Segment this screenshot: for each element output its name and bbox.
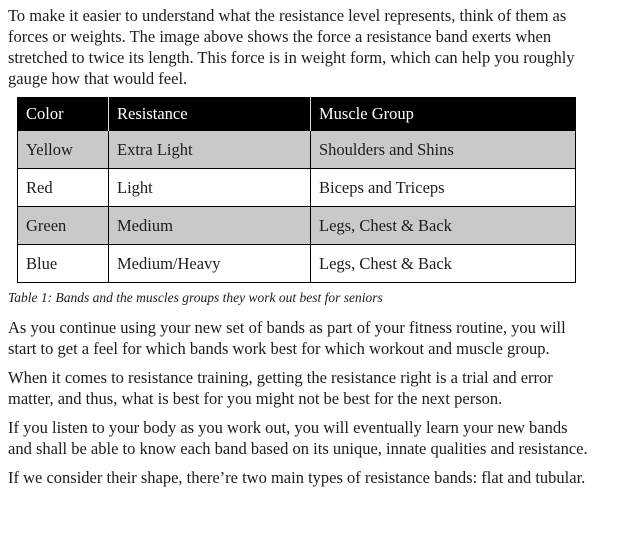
cell-muscle-group: Biceps and Triceps: [311, 169, 576, 207]
paragraph-fitness-routine: As you continue using your new set of bands as part of your fitness routine, you will start to get a feel for which bands work best for which workout and muscle group.: [8, 318, 566, 358]
cell-muscle-group: Legs, Chest & Back: [311, 245, 576, 283]
table-row-yellow: [18, 131, 576, 169]
table-header-row: [18, 98, 576, 131]
column-header-resistance: Resistance: [109, 98, 311, 131]
cell-resistance: Light: [109, 169, 311, 207]
table-caption: Table 1: Bands and the muscles groups they work out best for seniors: [8, 290, 383, 305]
resistance-bands-table: [17, 97, 576, 283]
cell-color: Blue: [18, 245, 109, 283]
cell-color: Yellow: [18, 131, 109, 169]
paragraph-band-shapes: If we consider their shape, there’re two main types of resistance bands: flat and tubular.: [8, 468, 586, 487]
table-row-blue: [18, 245, 576, 283]
column-header-muscle-group: Muscle Group: [311, 98, 576, 131]
cell-color: Green: [18, 207, 109, 245]
paragraph-intro: To make it easier to understand what the resistance level represents, think of them as forces or weights. The image above shows the force a resistance band exerts when stretched to twice its length. This force is in weight form, which can help you roughly gauge how that would feel.: [8, 6, 575, 88]
cell-muscle-group: Shoulders and Shins: [311, 131, 576, 169]
cell-color: Red: [18, 169, 109, 207]
cell-resistance: Extra Light: [109, 131, 311, 169]
table-row-red: [18, 169, 576, 207]
cell-resistance: Medium: [109, 207, 311, 245]
cell-resistance: Medium/Heavy: [109, 245, 311, 283]
cell-muscle-group: Legs, Chest & Back: [311, 207, 576, 245]
column-header-color: Color: [18, 98, 109, 131]
paragraph-listen-to-body: If you listen to your body as you work out, you will eventually learn your new bands and shall be able to know each band based on its unique, innate qualities and resistance.: [8, 418, 588, 458]
table-row-green: [18, 207, 576, 245]
paragraph-trial-and-error: When it comes to resistance training, getting the resistance right is a trial and error matter, and thus, what is best for you might not be best for the next person.: [8, 368, 553, 408]
